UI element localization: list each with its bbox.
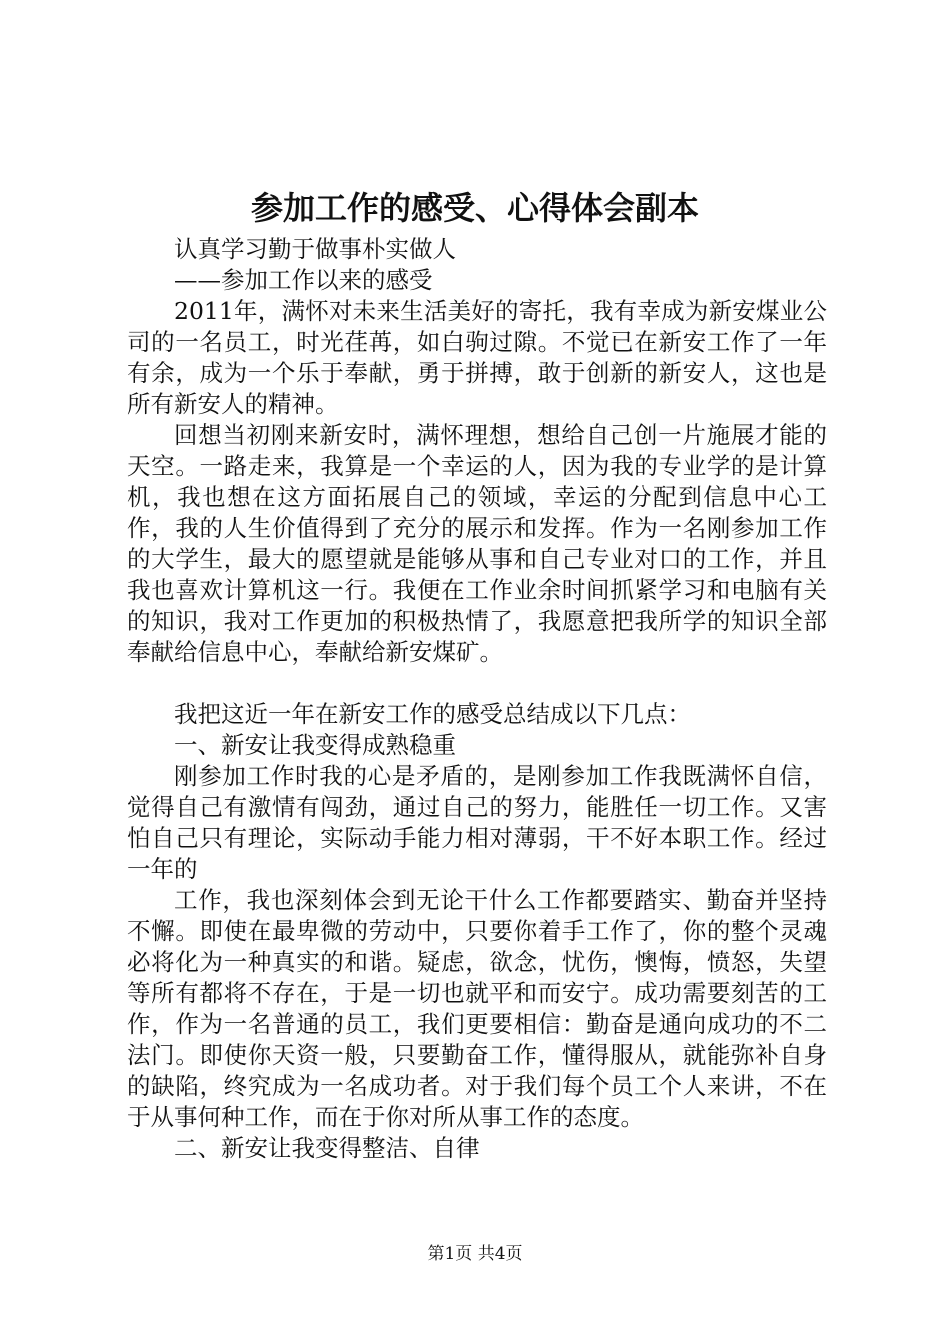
page-footer: 第1页 共4页 [427, 1244, 523, 1264]
document-body [127, 234, 827, 1164]
section-heading-2: 二、新安让我变得整洁、自律 [174, 1134, 480, 1162]
paragraph-section-1b: 工作，我也深刻体会到无论干什么工作都要踏实、勤奋并坚持不懈。即使在最卑微的劳动中，只要你着手工作了，你的整个灵魂必将化为一种真实的和谐。疑虑，欲念，忧伤，懊悔，愤怒，失望等所有都将不存在，于是一切也就平和而安宁。成功需要刻苦的工作，作为一名普通的员工，我们更要相信：勤奋是通向成功的不二法门。即使你天资一般，只要勤奋工作，懂得服从，就能弥补自身的缺陷，终究成为一名成功者。对于我们每个员工个人来讲，不在于从事何种工作，而在于你对所从事工作的态度。 [127, 886, 827, 1131]
paragraph-section-1a: 刚参加工作时我的心是矛盾的，是刚参加工作我既满怀自信，觉得自己有激情有闯劲，通过自己的努力，能胜任一切工作。又害怕自己只有理论，实际动手能力相对薄弱，干不好本职工作。经过一年的 [127, 762, 827, 883]
paragraph-summary-lead: 我把这近一年在新安工作的感受总结成以下几点： [174, 700, 691, 728]
paragraph-subtitle-dash: ——参加工作以来的感受 [174, 266, 433, 294]
section-heading-1: 一、新安让我变得成熟稳重 [174, 731, 456, 759]
paragraph-recall: 回想当初刚来新安时，满怀理想，想给自己创一片施展才能的天空。一路走来，我算是一个幸运的人，因为我的专业学的是计算机，我也想在这方面拓展自己的领域，幸运的分配到信息中心工作，我的人生价值得到了充分的展示和发挥。作为一名刚参加工作的大学生，最大的愿望就是能够从事和自己专业对口的工作，并且我也喜欢计算机这一行。我便在工作业余时间抓紧学习和电脑有关的知识，我对工作更加的积极热情了，我愿意把我所学的知识全部奉献给信息中心，奉献给新安煤矿。 [127, 421, 827, 666]
paragraph-spacer [127, 668, 827, 699]
paragraph-intro: 2011年，满怀对未来生活美好的寄托，我有幸成为新安煤业公司的一名员工，时光荏苒，如白驹过隙。不觉已在新安工作了一年有余，成为一个乐于奉献，勇于拼搏，敢于创新的新安人，这也是所有新安人的精神。 [127, 297, 827, 418]
document-title: 参加工作的感受、心得体会副本 [250, 189, 699, 227]
paragraph-subtitle: 认真学习勤于做事朴实做人 [174, 235, 456, 263]
